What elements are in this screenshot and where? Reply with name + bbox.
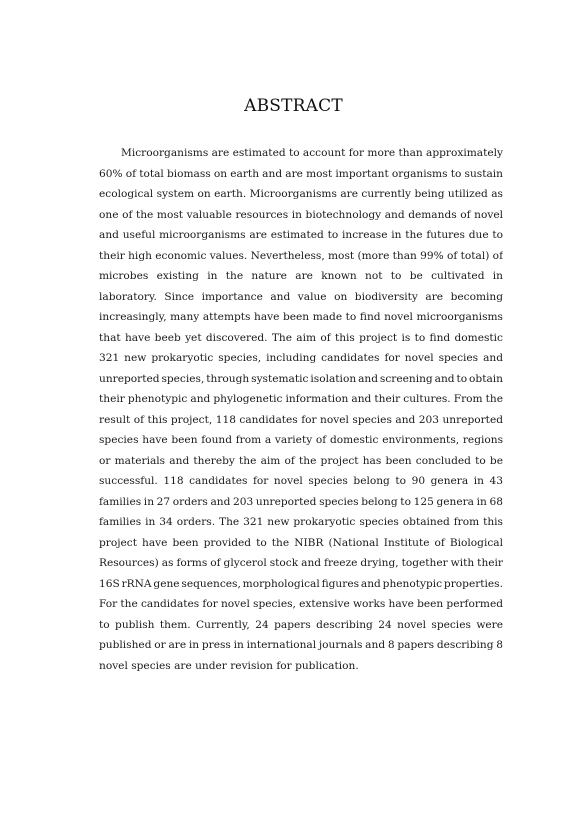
abstract-line: families in 34 orders. The 321 new prokaryotic species obtained from this bbox=[99, 516, 503, 528]
abstract-line: published or are in press in international journals and 8 papers describing 8 bbox=[99, 639, 503, 651]
abstract-line: and useful microorganisms are estimated to increase in the futures due to bbox=[99, 229, 503, 241]
abstract-line: novel species are under revision for publication. bbox=[99, 659, 359, 672]
abstract-line: that have beeb yet discovered. The aim of this project is to find domestic bbox=[99, 331, 503, 344]
abstract-title: ABSTRACT bbox=[244, 96, 343, 116]
abstract-line: 16S rRNA gene sequences, morphological figures and phenotypic properties. bbox=[99, 577, 503, 590]
abstract-line: unreported species, through systematic isolation and screening and to obtain bbox=[99, 372, 503, 385]
abstract-line: increasingly, many attempts have been made to find novel microorganisms bbox=[99, 311, 503, 323]
abstract-line: 60% of total biomass on earth and are most important organisms to sustain bbox=[99, 167, 503, 180]
abstract-line: families in 27 orders and 203 unreported species belong to 125 genera in 68 bbox=[99, 495, 503, 508]
abstract-line: laboratory. Since importance and value on biodiversity are becoming bbox=[99, 290, 503, 303]
abstract-line: one of the most valuable resources in biotechnology and demands of novel bbox=[99, 208, 503, 221]
abstract-line: their high economic values. Nevertheless, most (more than 99% of total) of bbox=[99, 249, 503, 262]
abstract-line: successful. 118 candidates for novel species belong to 90 genera in 43 bbox=[99, 475, 503, 487]
abstract-line: For the candidates for novel species, extensive works have been performed bbox=[99, 598, 503, 610]
abstract-line: Microorganisms are estimated to account for more than approximately bbox=[121, 147, 503, 159]
abstract-line: species have been found from a variety of domestic environments, regions bbox=[99, 434, 503, 446]
abstract-line: result of this project, 118 candidates for novel species and 203 unreported bbox=[99, 413, 503, 426]
abstract-line: to publish them. Currently, 24 papers describing 24 novel species were bbox=[99, 618, 503, 631]
abstract-line: project have been provided to the NIBR (National Institute of Biological bbox=[99, 536, 503, 549]
abstract-line: Resources) as forms of glycerol stock and freeze drying, together with their bbox=[99, 557, 503, 569]
abstract-line: microbes existing in the nature are known not to be cultivated in bbox=[99, 270, 503, 282]
abstract-line: 321 new prokaryotic species, including candidates for novel species and bbox=[99, 352, 503, 364]
abstract-line: ecological system on earth. Microorganisms are currently being utilized as bbox=[99, 188, 503, 200]
abstract-body bbox=[99, 143, 503, 676]
abstract-line: or materials and thereby the aim of the project has been concluded to be bbox=[99, 454, 503, 467]
abstract-line: their phenotypic and phylogenetic information and their cultures. From the bbox=[99, 393, 503, 405]
